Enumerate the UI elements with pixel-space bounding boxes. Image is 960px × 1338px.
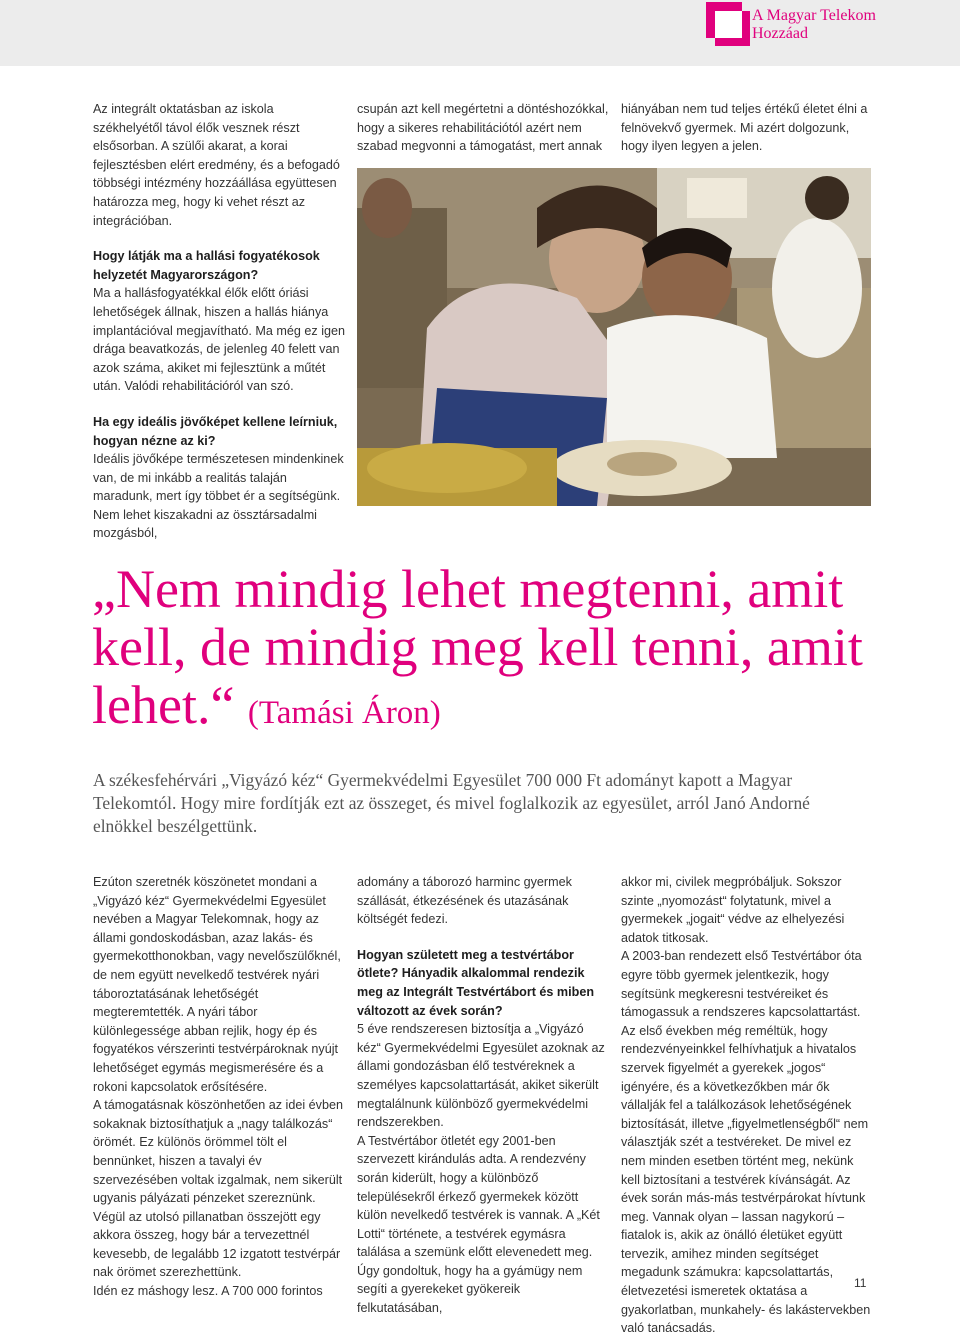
intro-paragraph: Az integrált oktatásban az iskola székhelyétől távol élők vesznek részt elsősorban. A szülői akarat, a korai fejlesztésben elért eredmény, és a befogadó többségi intézmény hozzáállása együttesen határozza meg, hogy ki vehet részt az integrációban. bbox=[93, 102, 340, 228]
pull-quote bbox=[92, 560, 892, 742]
lower-column-2 bbox=[357, 873, 609, 1318]
question-camp: Hogyan született meg a testvértábor ötlete? Hányadik alkalommal rendezik meg az Integrált Testvértábort és miben változott az évek során? bbox=[357, 947, 595, 1018]
question-future: Ha egy ideális jövőképet kellene leírniuk, hogyan nézne az ki? bbox=[93, 414, 338, 448]
upper-column-3 bbox=[621, 100, 871, 156]
question-hearing: Hogy látják ma a hallási fogyatékosok helyzetét Magyarországon? bbox=[93, 249, 320, 282]
answer-future: Ideális jövőképe természetesen mindenkinek van, de mi inkább a realitás talaján maradunk, mert így többet ér a segítségünk. Nem lehet kiszakadni az össztársadalmi mozgásból, bbox=[93, 452, 344, 541]
quote-author: (Tamási Áron) bbox=[247, 695, 441, 731]
brand-name bbox=[752, 7, 876, 43]
first-camp-paragraph: A 2003-ban rendezett első Testvértábor óta egyre több gyermek jelentkezik, hogy segítsünk megkeresni testvéreiket és támogassuk a rendszeres kapcsolattartást. Az első években még reméltük, hogy rendezvényeinkkel felhívhatjuk a hivatalos szervek figyelmét a gyerekek „jogos“ igényére, és a következőkben már ők vállalják fel a találkozások lehetőségének biztosítását, illetve „figyelmetlenségből“ nem választják szét a testvéreket. De mivel ez nem minden esetben történt meg, nekünk kell biztosítani a testvérek kívánságát. Az évek során más-más testvérpárokat hívtunk meg. Vannak olyan – lassan nagykorú – fiatalok is, akik az önálló életüket együtt tervezik, amihez minden segítséget megadunk számukra: kapcsolattartás, életvezetési ismeretek oktatása a gyakorlatban, munkahely- és lakástervekben való tanácsadás. bbox=[621, 949, 871, 1336]
camp-idea-paragraph: A Testvértábor ötletét egy 2001-ben szervezett kirándulás adta. A rendezvény során kiderült, hogy a különböző településekről érkező gyermekek között külön nevelkedő testvérek is vannak. A „Két Lotti“ története, a testvérek egymásra találása a szemünk előtt elevenedett meg. Úgy gondoltuk, hogy ha a gyámügy nem segíti a gyerekeket gyökereik felkutatásában, bbox=[357, 1133, 600, 1316]
this-year-paragraph: Idén ez máshogy lesz. A 700 000 forintos bbox=[93, 1284, 323, 1299]
civil-paragraph: akkor mi, civilek megpróbáljuk. Sokszor szinte „nyomozást“ folytatunk, mivel a gyermekek „jogait“ védve az elhelyezési adatok titkosak. bbox=[621, 875, 845, 945]
continued-text-2: hiányában nem tud teljes értékű életet élni a felnövekvő gyermek. Mi azért dolgozunk, hogy ilyen legyen a jelen. bbox=[621, 102, 868, 154]
lead-paragraph: A székesfehérvári „Vigyázó kéz“ Gyermekvédelmi Egyesület 700 000 Ft adományt kapott a Magyar Telekomtól. Hogy mire fordítják ezt az összeget, és mivel foglalkozik az egyesület, arról Janó Andorné elnökkel beszélgettünk. bbox=[93, 770, 810, 836]
brand-line-1: A Magyar Telekom bbox=[752, 7, 876, 24]
lower-column-3 bbox=[621, 873, 873, 1338]
upper-column-1 bbox=[93, 100, 345, 543]
lower-column-1 bbox=[93, 873, 345, 1301]
continued-text: csupán azt kell megértetni a döntéshozókkal, hogy a sikeres rehabilitációtól azért nem szabad megvonni a támogatást, mert annak bbox=[357, 102, 609, 154]
pottery-photo bbox=[357, 168, 871, 506]
answer-hearing: Ma a hallásfogyatékkal élők előtt óriási lehetőségek állnak, hiszen a hallás hiánya implantációval megjavítható. Ma még ez igen drága beavatkozás, de jelenleg 40 felett van azok száma, akiket mi fejlesztünk a műtét után. Valódi rehabilitációról van szó. bbox=[93, 286, 346, 394]
camp-history-paragraph: 5 éve rendszeresen biztosítja a „Vigyázó kéz“ Gyermekvédelmi Egyesület azoknak az állami gondozásban élő testvéreknek a személyes kapcsolattartását, akiket sikerült megtalálnunk különböző gyermekvédelmi rendszerekben. bbox=[357, 1022, 605, 1130]
brand-line-2: Hozzáad bbox=[752, 25, 808, 42]
quote-text: „Nem mindig lehet megtenni, amit kell, de mindig meg kell tenni, amit lehet.“ bbox=[92, 559, 863, 735]
donation-paragraph: adomány a táborozó harminc gyermek szállását, étkezésének és utazásának költségét fedezi. bbox=[357, 875, 572, 927]
support-paragraph: A támogatásnak köszönhetően az idei évben sokaknak biztosíthatjuk a „nagy találkozás“ örömét. Ez különös örömmel tölt el bennünket, hiszen a tavalyi év szervezésében voltak izgalmak, nem sikerült ugyanis pályázati pénzeket szereznünk. Végül az utolsó pillanatban összejött egy akkora összeg, hogy bár a tervezettnél kevesebb, de legalább 12 izgatott testvérpár nak örömet szerezhettünk. bbox=[93, 1098, 343, 1280]
upper-column-2 bbox=[357, 100, 609, 156]
page-number: 11 bbox=[854, 1276, 867, 1290]
telekom-logo-icon bbox=[706, 2, 750, 46]
thanks-paragraph: Ezúton szeretnék köszönetet mondani a „Vigyázó kéz“ Gyermekvédelmi Egyesület nevében a Magyar Telekomnak, hogy az állami gondoskodásban, azaz lakás- és gyermekotthonokban, vagy nevelőszülőknél, de nem együtt nevelkedő testvérek nyári táboroztatásának lehetőségét megteremtették. A nyári tábor különlegessége abban rejlik, hogy ép és fogyatékos vérszerinti testvérpároknak nyújt lehetőséget egymás megismerésére és a rokoni kapcsolatok erősítésére. bbox=[93, 875, 341, 1094]
